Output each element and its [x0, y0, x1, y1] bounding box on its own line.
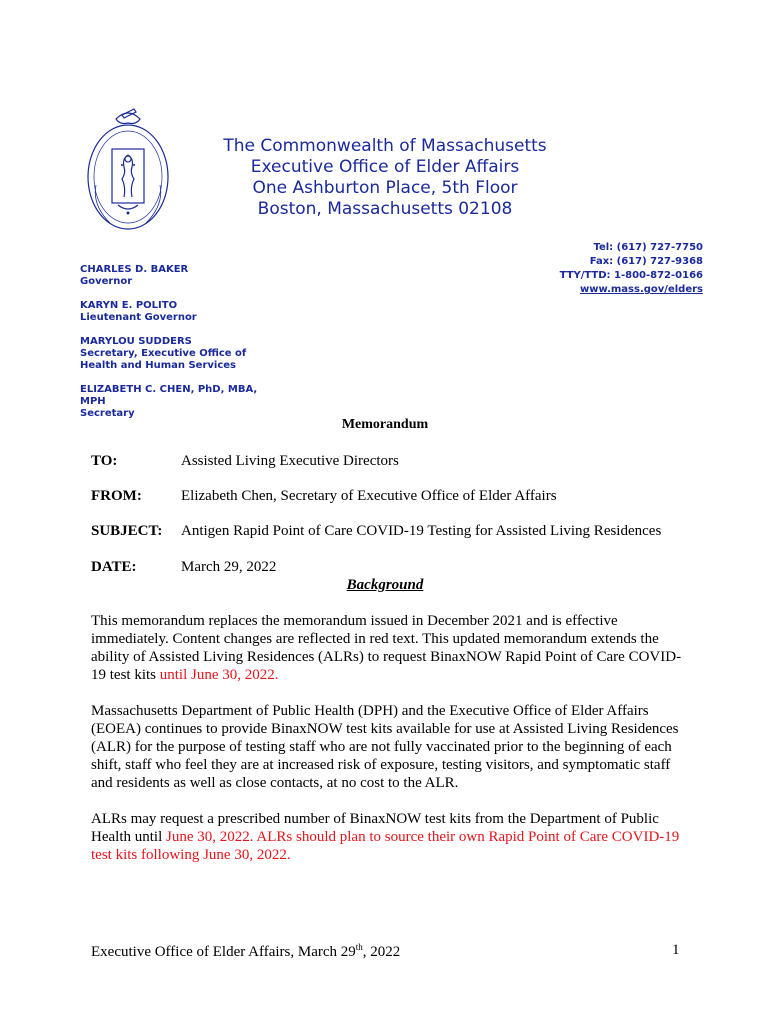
official-name: ELIZABETH C. CHEN, PhD, MBA, MPH — [80, 384, 258, 407]
footer-text: Executive Office of Elder Affairs, March 29 — [91, 944, 356, 960]
agency-header — [160, 136, 610, 220]
official-elder-affairs-secretary — [80, 384, 270, 420]
changed-text: until June 30, 2022. — [159, 667, 279, 683]
to-label: TO: — [91, 453, 118, 469]
footer-year: , 2022 — [362, 944, 401, 960]
to-value: Assisted Living Executive Directors — [181, 453, 399, 469]
header-line-city: Boston, Massachusetts 02108 — [257, 199, 513, 219]
official-name: MARYLOU SUDDERS — [80, 336, 192, 347]
website-link[interactable]: www.mass.gov/elders — [580, 284, 703, 295]
paragraph-request — [91, 810, 691, 864]
official-title: Secretary — [80, 408, 135, 419]
subject-value: Antigen Rapid Point of Care COVID-19 Testing for Assisted Living Residences — [181, 523, 662, 539]
paragraph-text: This memorandum replaces the memorandum issued in December 2021 and is effective immediately. Content changes are reflected in red text. This updated memorandum extends the ability of Assisted Living Residences (ALRs) to request BinaxNOW Rapid Point of Care COVID-19 test kits — [91, 613, 682, 683]
page-footer — [91, 942, 400, 961]
memo-title: Memorandum — [341, 417, 429, 432]
footer-ordinal: th — [355, 942, 363, 952]
header-line-commonwealth: The Commonwealth of Massachusetts — [223, 136, 547, 156]
official-lieutenant-governor — [80, 300, 270, 324]
date-label: DATE: — [91, 559, 137, 575]
contact-tel: Tel: (617) 727-7750 — [593, 242, 703, 253]
official-name: KARYN E. POLITO — [80, 300, 178, 311]
official-hhs-secretary — [80, 336, 270, 372]
official-title: Lieutenant Governor — [80, 312, 197, 323]
changed-text: June 30, 2022. ALRs should plan to source their own Rapid Point of Care COVID-19 test kits following June 30, 2022. — [91, 829, 680, 863]
paragraph-program — [91, 702, 691, 792]
official-governor — [80, 264, 270, 288]
paragraph-text: Massachusetts Department of Public Health (DPH) and the Executive Office of Elder Affairs (EOEA) continues to provide BinaxNOW test kits available for use at Assisted Living Residences (ALR) for the purpose of testing staff who are not fully vaccinated prior to the beginning of each shift, staff who feel they are at increased risk of exposure, testing visitors, and symptomatic staff and residents as well as close contacts, at no cost to the ALR. — [91, 703, 679, 791]
header-line-address: One Ashburton Place, 5th Floor — [252, 178, 518, 198]
date-value: March 29, 2022 — [181, 559, 277, 575]
subject-label: SUBJECT: — [91, 523, 163, 539]
header-line-agency: Executive Office of Elder Affairs — [250, 157, 520, 177]
contact-tty: TTY/TTD: 1-800-872-0166 — [559, 270, 703, 281]
official-title: Governor — [80, 276, 133, 287]
page-number: 1 — [672, 942, 680, 958]
paragraph-text: ALRs may request a prescribed number of BinaxNOW test kits from the Department of Public Health until — [91, 811, 659, 845]
background-heading: Background — [346, 577, 424, 593]
official-title: Secretary, Executive Office of Health and Human Services — [80, 348, 247, 371]
official-name: CHARLES D. BAKER — [80, 264, 189, 275]
paragraph-intro — [91, 612, 691, 684]
from-value: Elizabeth Chen, Secretary of Executive Office of Elder Affairs — [181, 488, 557, 504]
contact-fax: Fax: (617) 727-9368 — [589, 256, 703, 267]
from-label: FROM: — [91, 488, 142, 504]
contact-block — [560, 241, 703, 297]
officials-list — [80, 264, 270, 419]
